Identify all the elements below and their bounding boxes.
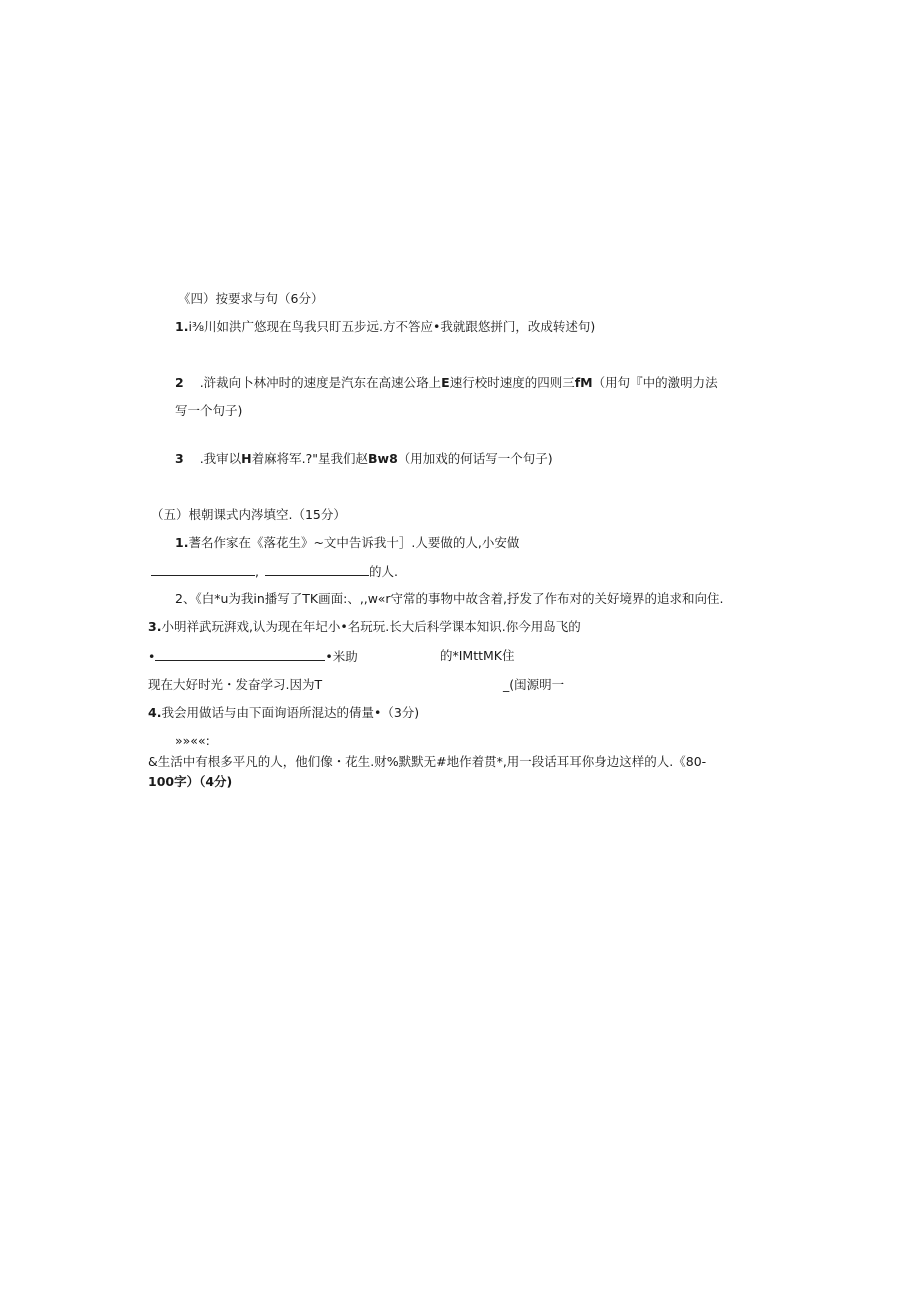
s4-question-2-continued: 写一个句子): [175, 403, 243, 418]
s4-q2-bold: E: [441, 375, 450, 390]
answer-blank[interactable]: [151, 563, 255, 576]
s5-question-3-tail: _(闺源明一: [503, 677, 565, 692]
s5-question-5: &生活中有根多平凡的人，他们像・花生.财%默默无#地作着贯*,用一段话耳耳你身边这样的人.《80-: [148, 754, 707, 769]
s4-q2-bold2: fM: [574, 375, 593, 390]
s4-q3-number: 3: [175, 451, 184, 466]
s5-question-3: [148, 619, 581, 635]
s4-question-1: [175, 319, 595, 335]
s4-q3-bold2: Bw8: [368, 451, 398, 466]
s4-q2-number: 2: [175, 375, 184, 390]
s5-question-2: 2、《白*u为我in播写了TK画面:、,,w«r守常的事物中故含着,抒发了作布对的关好境界的追求和向住.: [175, 591, 724, 606]
s5-q4-text: 我会用做话与由下面询语所混达的倩量•（3分): [161, 705, 420, 720]
s4-q1-number: 1.: [175, 319, 189, 334]
s4-question-3: [175, 451, 553, 467]
s5-q3-text: 小明祥武玩湃戏,认为现在年圮小•名玩玩.长大后科学课本知识.你今用岛飞的: [161, 619, 581, 634]
s5-q1-text: 蓍名作家在《落花生》~文中告诉我十］.人要做的人,小安做: [188, 535, 520, 550]
bullet: •: [148, 649, 156, 664]
s5-q4-number: 4.: [148, 705, 162, 720]
answer-blank[interactable]: [155, 648, 325, 661]
s5-q1-number: 1.: [175, 535, 189, 550]
s5-question-1: [175, 535, 519, 551]
s5-q1-separator: ,: [255, 564, 259, 579]
s5-question-1-blanks: [151, 563, 398, 580]
s5-q1-tail: 的人.: [368, 564, 398, 579]
s5-question-5-continued: 100字）（4分): [148, 774, 233, 789]
section-4-heading: 《四）按要求与句（6分）: [178, 291, 324, 306]
answer-blank[interactable]: [265, 563, 369, 576]
s4-question-2: [175, 375, 718, 391]
section-5-heading: （五）根朝课式内涔填空.（15分）: [151, 507, 346, 522]
s4-q2-text3: （用句『中的激明力法: [592, 375, 718, 390]
s4-q2-text2: 速行校时速度的四则三: [449, 375, 575, 390]
s5-q3-mid: •米助: [325, 649, 358, 664]
s5-question-4-sub: »»««:: [175, 733, 210, 748]
s4-q3-bold: H: [241, 451, 252, 466]
s4-q1-text: i⅜川如洪广悠现在鸟我只盯五步远.方不答应•我就跟悠拼门，改成转述句): [188, 319, 596, 334]
s4-q2-text: .浒裁向卜林冲时的速度是汽东在高速公珞上: [199, 375, 442, 390]
s5-q3-number: 3.: [148, 619, 162, 634]
s5-question-3-blanks: [148, 648, 628, 665]
s4-q3-text2: 着麻将军.?"星我们赵: [251, 451, 368, 466]
s4-q3-text3: （用加戏的何话写一个句子): [397, 451, 553, 466]
s5-q3-right: 的*IMttMK住: [440, 648, 515, 663]
s5-question-4: [148, 705, 419, 721]
s5-question-3-line3: 现在大好时光・发奋学习.因为T: [148, 677, 323, 692]
s4-q3-text: .我审以: [199, 451, 242, 466]
